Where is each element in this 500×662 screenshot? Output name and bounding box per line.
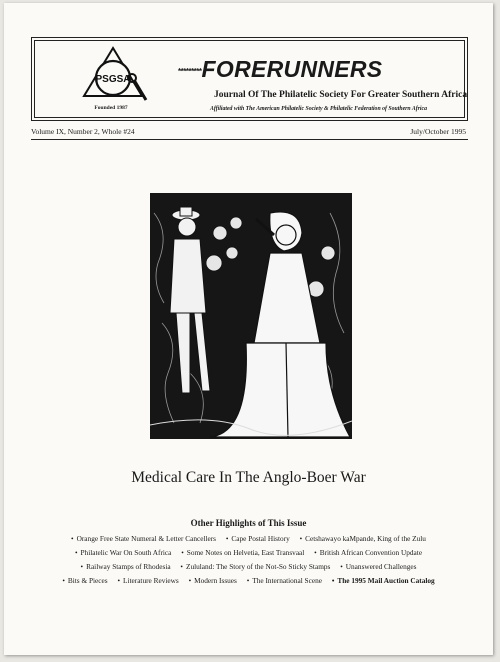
boer-war-nurse-engraving-icon	[150, 193, 352, 439]
magazine-cover	[4, 3, 493, 655]
journal-title: FORERUNNERS	[201, 56, 383, 82]
logo-text: PSGSA	[95, 74, 131, 85]
highlight-item: • Cetshawayo kaMpande, King of the Zulu	[299, 534, 426, 543]
highlight-item: • Literature Reviews	[117, 576, 179, 585]
psgsa-logo-icon	[76, 44, 150, 104]
issue-date: July/October 1995	[410, 127, 466, 136]
highlights-row	[4, 562, 493, 571]
highlights-row	[4, 548, 493, 557]
journal-subtitle: Journal Of The Philatelic Society For Greater Southern Africa	[214, 90, 468, 100]
volume-number: Volume IX, Number 2, Whole #24	[31, 127, 135, 136]
title-row	[178, 56, 382, 83]
highlight-item: • The 1995 Mail Auction Catalog	[331, 576, 435, 585]
highlight-item: • Zululand: The Story of the Not-So Sticky Stamps	[180, 562, 331, 571]
highlight-item: • Orange Free State Numeral & Letter Cancellers	[71, 534, 217, 543]
cover-headline: Medical Care In The Anglo-Boer War	[131, 469, 366, 486]
highlight-item: • Philatelic War On South Africa	[74, 548, 172, 557]
divider-rule	[31, 139, 468, 140]
highlight-item: • Railway Stamps of Rhodesia	[80, 562, 171, 571]
cover-illustration	[150, 193, 352, 439]
highlights-row	[4, 534, 493, 543]
masthead	[31, 37, 468, 121]
highlights-heading: Other Highlights of This Issue	[190, 518, 307, 528]
affiliation-line: Affiliated with The American Philatelic Society & Philatelic Federation of Southern Africa	[210, 106, 428, 112]
founded-year: Founded 1987	[94, 105, 128, 111]
highlight-item: • Some Notes on Helvetia, East Transvaal	[181, 548, 305, 557]
highlight-item: • Modern Issues	[188, 576, 237, 585]
highlight-item: • Unanswered Challenges	[340, 562, 417, 571]
highlight-item: • Cape Postal History	[225, 534, 290, 543]
highlight-item: • Bits & Pieces	[62, 576, 108, 585]
highlights-row	[4, 576, 493, 585]
title-stars: *********	[178, 67, 202, 76]
highlight-item: • British African Convention Update	[314, 548, 423, 557]
highlight-item: • The International Scene	[246, 576, 322, 585]
